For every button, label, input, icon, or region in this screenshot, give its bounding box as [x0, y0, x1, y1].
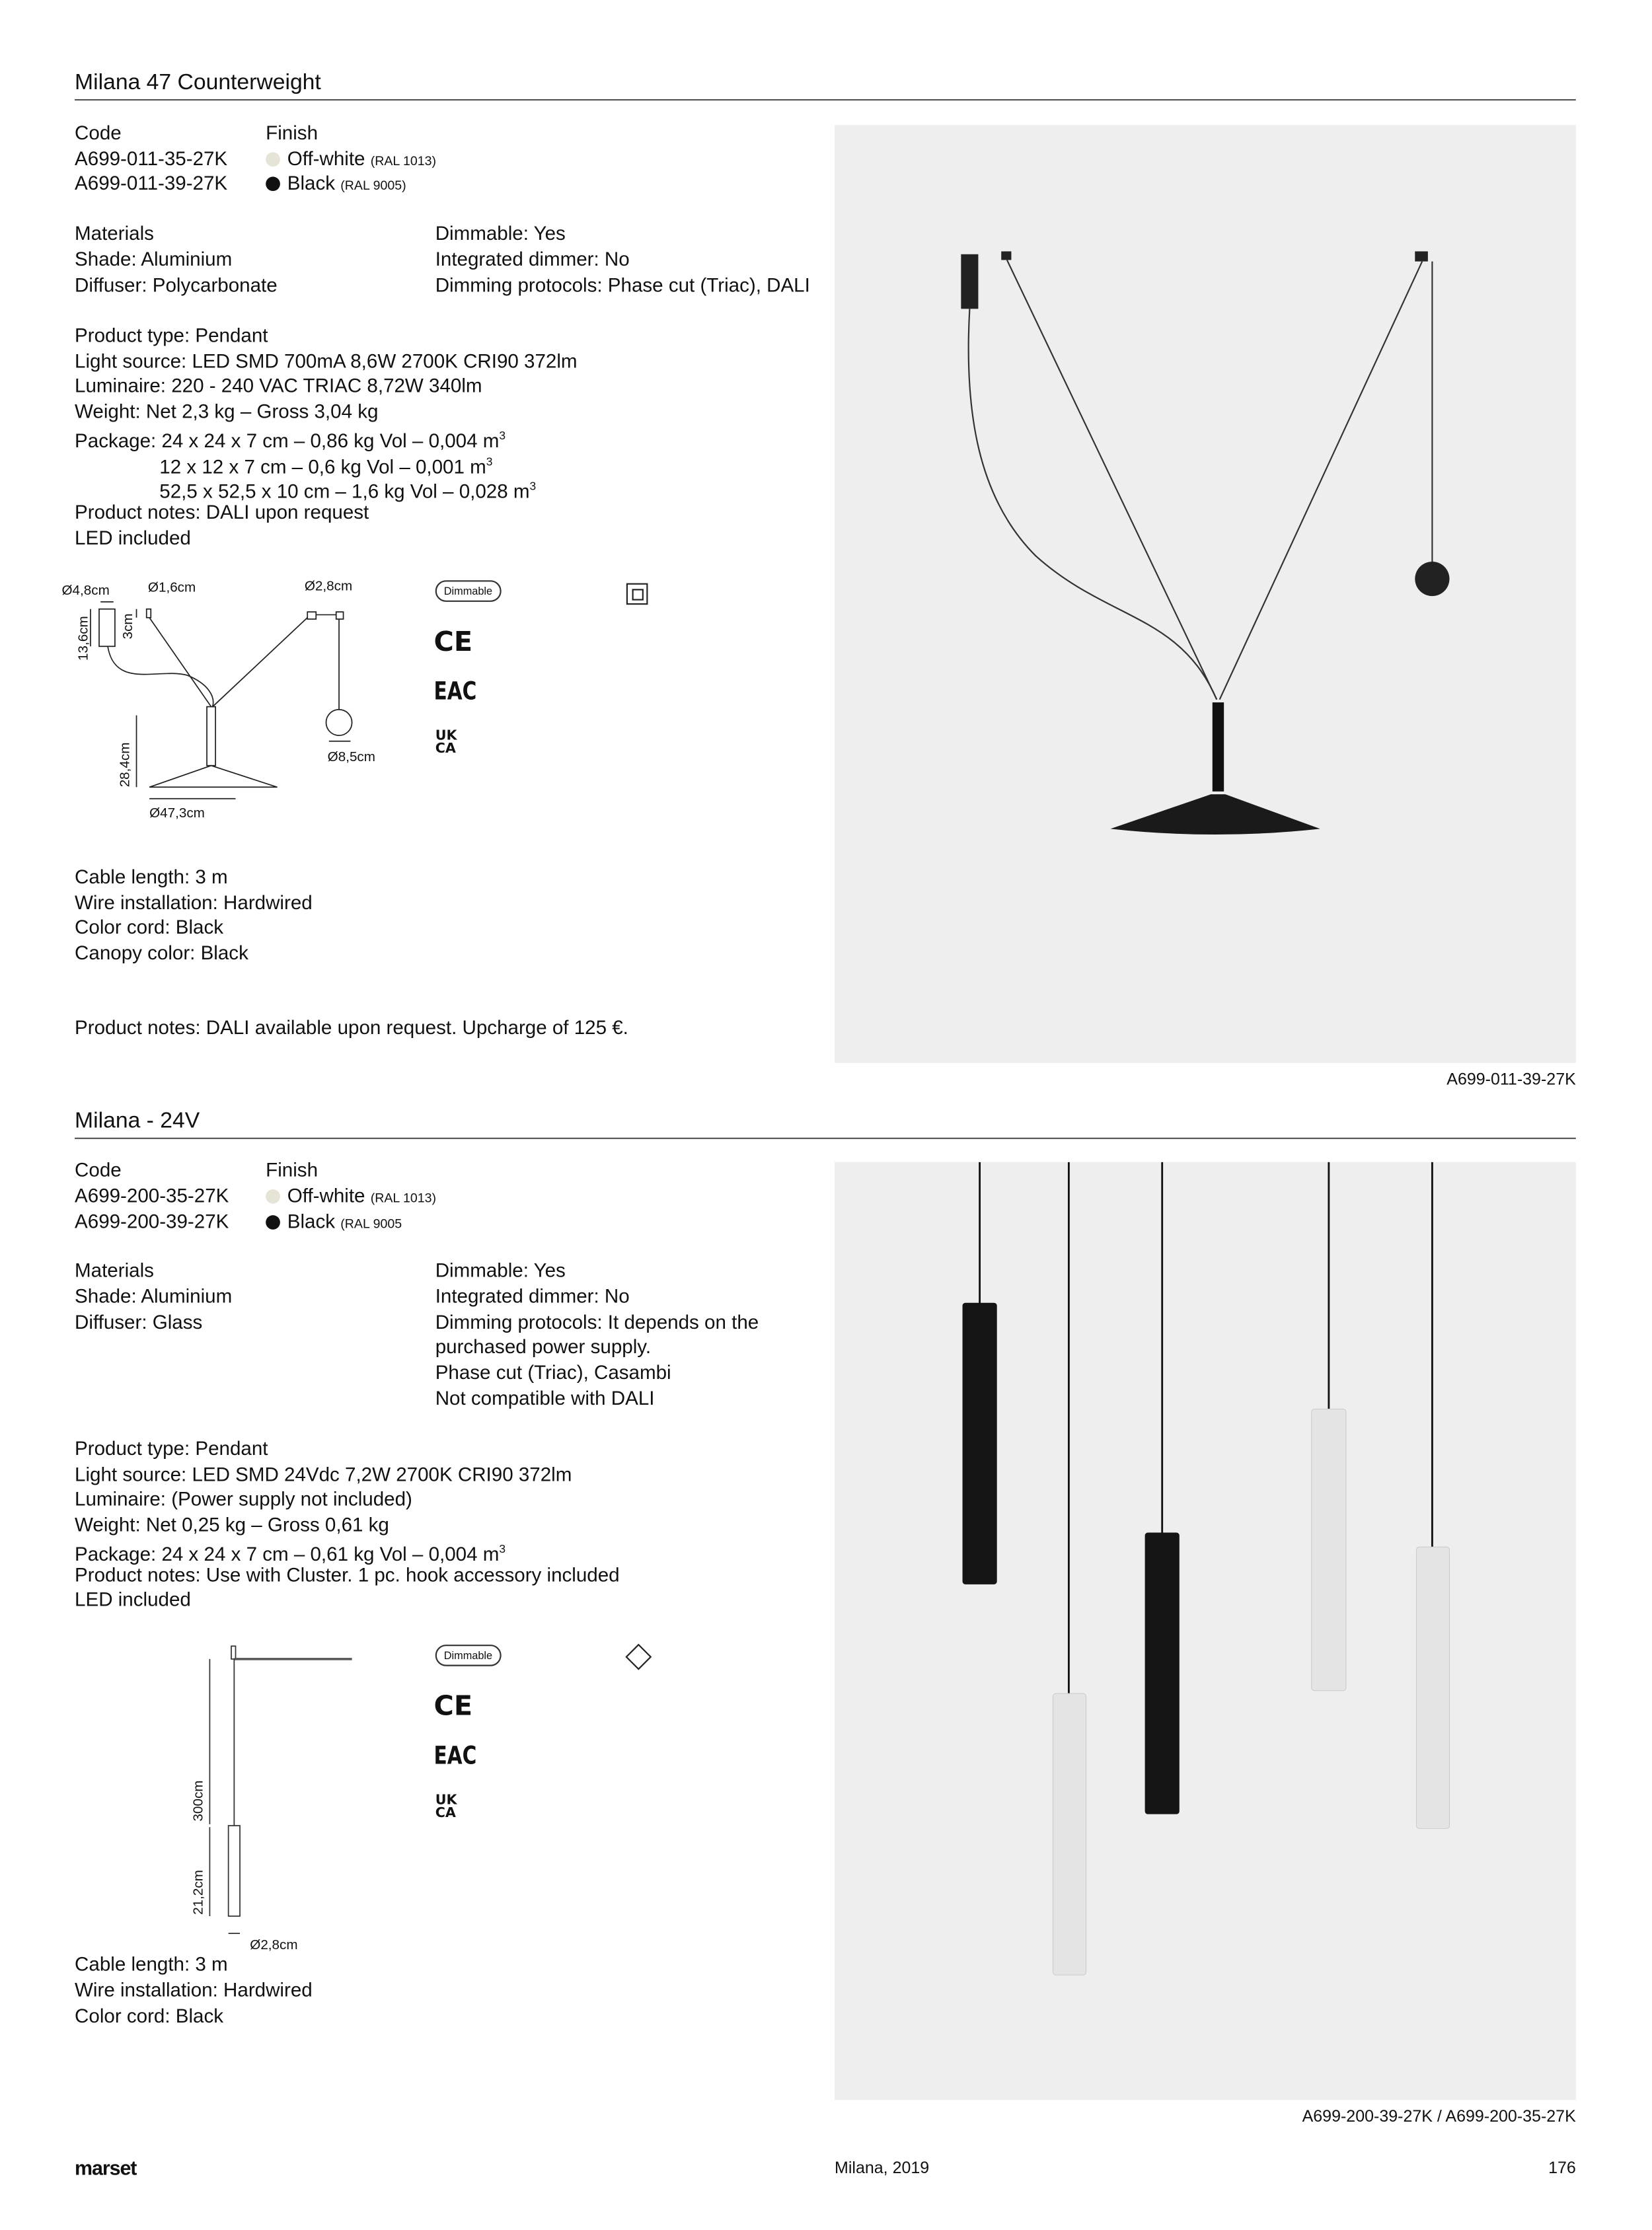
cable-line: Wire installation: Hardwired [75, 1979, 313, 2001]
ral-code: (RAL 9005 [340, 1216, 402, 1232]
spec-line: Product notes: DALI upon request [75, 501, 369, 523]
dimension-label: 300cm [191, 1780, 207, 1822]
spec-line: LED included [75, 527, 191, 549]
package-text: 52,5 x 52,5 x 10 cm – 1,6 kg Vol – 0,028 m [159, 480, 530, 502]
technical-drawing [0, 1580, 431, 1982]
dimming-line: Phase cut (Triac), Casambi [435, 1361, 671, 1384]
tube-pendants-illustration [835, 1162, 1576, 2100]
section1-title: Milana 47 Counterweight [75, 70, 321, 95]
material-line: Diffuser: Glass [75, 1311, 203, 1333]
class-ii-icon [626, 583, 648, 605]
superscript: 3 [499, 1542, 506, 1556]
finish-offwhite [266, 1183, 436, 1212]
cable-line: Cable length: 3 m [75, 866, 228, 888]
finish-name: Off-white [287, 147, 365, 170]
materials-heading: Materials [75, 222, 154, 244]
class-iii-icon [625, 1644, 652, 1670]
ral-code: (RAL 1013) [370, 1191, 437, 1205]
material-line: Diffuser: Polycarbonate [75, 274, 278, 296]
ukca-line: CA [435, 1805, 456, 1822]
superscript: 3 [486, 455, 493, 468]
product-photo [835, 125, 1576, 1063]
spec-line: Weight: Net 0,25 kg – Gross 0,61 kg [75, 1514, 389, 1536]
dimming-line: Integrated dimmer: No [435, 1285, 630, 1308]
ukca-line: UK [435, 1793, 457, 1808]
code-label: Code [75, 122, 122, 144]
dimmable-badge: Dimmable [435, 580, 501, 602]
eac-mark: EAC [433, 1742, 477, 1771]
footer-collection: Milana, 2019 [835, 2160, 930, 2178]
ukca-mark [435, 729, 457, 755]
cable-line: Color cord: Black [75, 916, 224, 938]
eac-mark: EAC [433, 678, 477, 707]
dimension-label: Ø2,8cm [304, 579, 353, 595]
dimension-label: Ø2,8cm [250, 1937, 298, 1954]
dimension-label: 21,2cm [191, 1870, 207, 1915]
superscript: 3 [499, 429, 506, 443]
package-text: 12 x 12 x 7 cm – 0,6 kg Vol – 0,001 m [159, 456, 486, 478]
cable-line: Wire installation: Hardwired [75, 891, 313, 914]
finish-black [266, 1209, 402, 1238]
dimming-line: Dimmable: Yes [435, 1259, 566, 1282]
material-line: Shade: Aluminium [75, 1285, 233, 1308]
finish-name: Black [287, 1210, 336, 1233]
ukca-line: UK [435, 728, 457, 745]
ukca-line: CA [435, 741, 456, 757]
finish-label: Finish [266, 122, 319, 144]
divider [75, 1138, 1576, 1139]
dimming-line: Dimming protocols: It depends on the [435, 1311, 759, 1333]
ral-code: (RAL 1013) [370, 153, 437, 168]
dimmable-badge: Dimmable [435, 1645, 501, 1666]
technical-drawing [0, 0, 862, 862]
spec-line: Weight: Net 2,3 kg – Gross 3,04 kg [75, 400, 379, 423]
spec-line: Light source: LED SMD 24Vdc 7,2W 2700K CRI90 372lm [75, 1464, 572, 1485]
spec-line: Luminaire: 220 - 240 VAC TRIAC 8,72W 340lm [75, 375, 482, 396]
section2-title: Milana - 24V [75, 1109, 200, 1134]
spec-line: LED included [75, 1588, 191, 1610]
spec-line: Product type: Pendant [75, 1438, 268, 1460]
ukca-mark [435, 1794, 457, 1820]
package-text: Package: 24 x 24 x 7 cm – 0,86 kg Vol – 0,004 m [75, 430, 500, 452]
spec-line: Light source: LED SMD 700mA 8,6W 2700K CRI90 372lm [75, 350, 578, 373]
page-number: 176 [1548, 2160, 1576, 2178]
ral-code: (RAL 9005) [340, 178, 406, 193]
finish-name: Black [287, 172, 336, 194]
ce-mark: CE [433, 1690, 473, 1723]
product-code: A699-200-35-27K [75, 1185, 229, 1207]
product-code: A699-011-35-27K [75, 147, 228, 170]
cable-line: Color cord: Black [75, 2005, 224, 2027]
photo-caption: A699-200-39-27K / A699-200-35-27K [1302, 2108, 1576, 2126]
dimension-label: 13,6cm [76, 616, 93, 661]
product-code: A699-011-39-27K [75, 172, 228, 194]
product-code: A699-200-39-27K [75, 1210, 229, 1233]
dimension-label: Ø1,6cm [147, 580, 196, 597]
finish-label: Finish [266, 1159, 319, 1181]
dimming-line: Dimming protocols: Phase cut (Triac), DALI [435, 274, 810, 296]
product-photo [835, 1162, 1576, 2100]
ce-mark: CE [433, 626, 473, 658]
brand-logo: marset [75, 2156, 137, 2179]
cable-line: Canopy color: Black [75, 942, 248, 964]
counterweight-pendant-illustration [835, 125, 1576, 1063]
material-line: Shade: Aluminium [75, 248, 233, 270]
finish-name: Off-white [287, 1185, 365, 1207]
swatch-icon [266, 1189, 280, 1204]
dimming-line: purchased power supply. [435, 1335, 652, 1358]
dimension-label: Ø47,3cm [149, 805, 205, 822]
dimension-label: 3cm [120, 613, 137, 640]
spec-line: Luminaire: (Power supply not included) [75, 1488, 412, 1510]
dimension-label: 28,4cm [118, 742, 134, 788]
cable-line: Cable length: 3 m [75, 1953, 228, 1976]
photo-caption: A699-011-39-27K [1446, 1071, 1576, 1089]
dimming-line: Not compatible with DALI [435, 1387, 655, 1409]
materials-heading: Materials [75, 1259, 154, 1282]
superscript: 3 [529, 480, 537, 493]
spec-line: Product type: Pendant [75, 324, 268, 346]
dimming-line: Integrated dimmer: No [435, 248, 630, 270]
swatch-icon [266, 1215, 280, 1230]
dimming-line: Dimmable: Yes [435, 222, 566, 244]
spec-line: Product notes: Use with Cluster. 1 pc. hook accessory included [75, 1564, 620, 1586]
dimension-label: Ø4,8cm [61, 583, 110, 599]
package-text: Package: 24 x 24 x 7 cm – 0,61 kg Vol – 0,004 m [75, 1543, 500, 1565]
code-label: Code [75, 1159, 122, 1181]
dimension-label: Ø8,5cm [327, 749, 375, 766]
product-note: Product notes: DALI available upon request. Upcharge of 125 €. [75, 1017, 628, 1039]
